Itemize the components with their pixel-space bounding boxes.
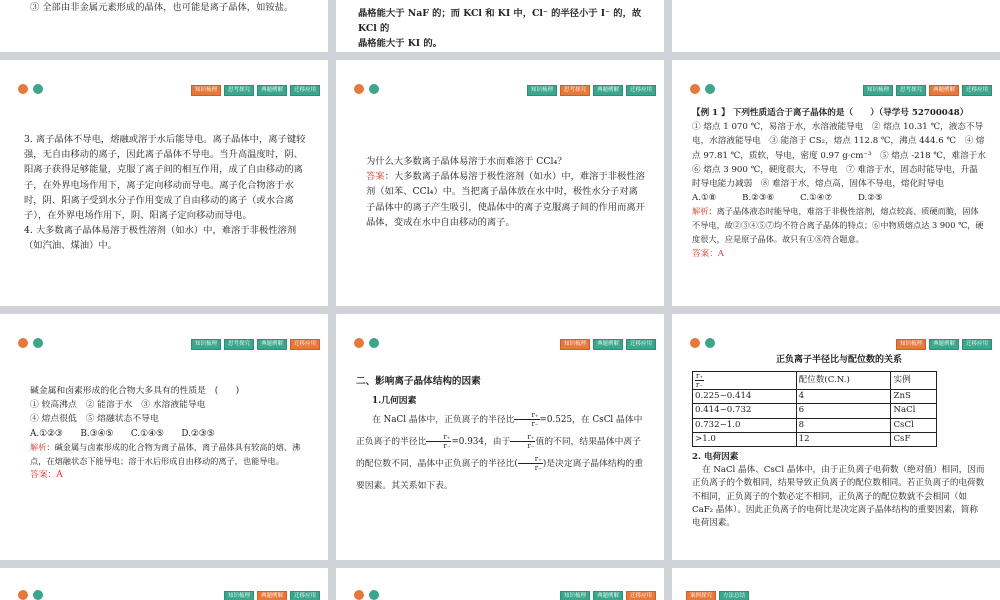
fraction-denominator: r₋: [527, 442, 535, 450]
analysis-text: ：离子晶体液态时能导电，难溶于非极性溶剂，熔点较高、质硬而脆，固体不导电，故②③④⑤⑦均不符合离子晶体的特点；⑥中物质熔点达 3 900 ℃，硬度很大，应是原子晶体。故只有①⑧符合题意。: [692, 206, 984, 245]
text-line: 晶格能大于 KI 的。: [358, 38, 442, 50]
fraction-numerator: r₊: [426, 433, 451, 442]
dot-icon: [690, 338, 700, 348]
table-cell: 0.225~0.414: [693, 390, 797, 404]
slide-dots: [690, 84, 715, 94]
slide-content: [30, 384, 310, 483]
analysis-paragraph: [692, 205, 986, 246]
analysis-text: ：碱金属与卤素形成的化合物为离子晶体，离子晶体具有较高的熔、沸点，在熔融状态下能导电；溶于水后形成自由移动的离子，也能导电。: [30, 441, 301, 466]
table-cell: 4: [796, 390, 891, 404]
tab-practice[interactable]: 迁移应用: [626, 591, 656, 600]
slide-tabs: [191, 339, 320, 350]
question-text: 为什么大多数离子晶体易溶于水而难溶于 CCl₄？: [366, 156, 567, 167]
slide-tabs: [863, 85, 992, 96]
table-row: [693, 404, 937, 418]
slide-solubility-question: [336, 60, 664, 306]
tab-practice[interactable]: 迁移应用: [626, 85, 656, 96]
question-items: ④ 熔点很低 ⑤ 熔融状态不导电: [30, 414, 159, 425]
table-cell: ZnS: [891, 390, 937, 404]
answer-paragraph: [692, 247, 986, 261]
answer-text: ：A: [47, 470, 63, 481]
answer-paragraph: [30, 468, 310, 482]
slide-ionic-conductivity: [0, 60, 328, 306]
slide-dots: [18, 590, 43, 600]
analysis-label: 解析: [30, 441, 47, 452]
table-row: [693, 390, 937, 404]
tab-examples[interactable]: 典题例解: [593, 85, 623, 96]
fraction-denominator: r₋: [531, 420, 539, 428]
tab-knowledge[interactable]: 知识梳理: [224, 591, 254, 600]
table-cell: CsCl: [891, 418, 937, 432]
answer-label: 答案: [692, 248, 710, 259]
dot-icon: [369, 590, 379, 600]
slide-tabs: [560, 591, 656, 600]
table-cell: CsF: [891, 432, 937, 446]
tab-knowledge[interactable]: 知识梳理: [560, 591, 590, 600]
text-line: 晶格能大于 NaF 的；而 KCl 和 KI 中，Cl⁻ 的半径小于 I⁻ 的，故 KCl 的: [358, 8, 642, 35]
dot-icon: [18, 84, 28, 94]
answer-text: ：A: [709, 248, 725, 259]
table-row: [693, 432, 937, 446]
text-run: 在 NaCl 晶体中，正负离子的半径比: [372, 415, 515, 425]
tab-practice[interactable]: 迁移应用: [290, 85, 320, 96]
fraction-denominator: r₋: [534, 464, 542, 472]
tab-thinking[interactable]: 思考探究: [224, 85, 254, 96]
fraction-numerator: r₊: [514, 411, 539, 420]
tab-knowledge[interactable]: 知识梳理: [896, 339, 926, 350]
table-header-cell: 实例: [891, 372, 937, 390]
dot-icon: [33, 590, 43, 600]
dot-icon: [369, 338, 379, 348]
slide-dots: [354, 338, 379, 348]
paragraph: 在 NaCl 晶体、CsCl 晶体中，由于正负离子电荷数（绝对值）相同，因而正负离子的个数相同，结果导致正负离子的配位数相同。若正负离子的电荷数不相同，正负离子的个数必定不相同，正负离子的配位数就不会相同（如 CaF₂ 晶体）。因此正负离子的电荷比是决定离子晶体结构的重要因素，简称电荷因素。: [692, 465, 985, 529]
dot-icon: [705, 338, 715, 348]
tab-practice[interactable]: 迁移应用: [962, 339, 992, 350]
slide-content: [366, 154, 646, 230]
tab-knowledge[interactable]: 知识梳理: [560, 339, 590, 350]
slide-content: [692, 106, 995, 261]
slide-text: ③ 全部由非金属元素形成的晶体，也可能是离子晶体，如铵盐。: [30, 2, 294, 13]
fraction-denominator: r₋: [696, 381, 704, 390]
text-run: 值的不同，结果晶体中离子的配位数不同，晶体中正负离子的半径比(: [356, 437, 642, 469]
table-cell: 0.414~0.732: [693, 404, 797, 418]
tab-thinking[interactable]: 思考探究: [224, 339, 254, 350]
table-header-cell: [693, 372, 797, 390]
tab-thinking[interactable]: 思考探究: [560, 85, 590, 96]
slide-tabs: [896, 339, 992, 350]
slide-top-right: [672, 0, 1000, 52]
slide-structure-factors: [336, 314, 664, 560]
paragraph: 3. 离子晶体不导电，熔融或溶于水后能导电。离子晶体中，离子键较强，无自由移动的离子，因此离子晶体不导电。当升高温度时，阴、阳离子获得足够能量，克服了离子间的相互作用，成了自由移动的离子，在外界电场作用下，离子定向移动而导电。离子化合物溶于水时，阴、阳离子受到水分子作用变成了自由移动的离子（或水合离子），在外界电场作用下，阴、阳离子定向移动而导电。: [24, 134, 306, 222]
slide-content: [692, 354, 986, 530]
slide-bottom-left: [0, 568, 328, 600]
slide-tabs: [191, 85, 320, 96]
slide-tabs: [560, 339, 656, 350]
fraction-numerator: r₊: [696, 372, 704, 381]
example-options: A.①⑧ B.②③⑥ C.①④⑦ D.②⑤: [692, 193, 883, 204]
table-header-row: [693, 372, 937, 390]
dot-icon: [705, 84, 715, 94]
analysis-paragraph: [30, 441, 310, 469]
tab-examples[interactable]: 典题例解: [593, 339, 623, 350]
slide-dots: [354, 590, 379, 600]
tab-practice[interactable]: 迁移应用: [626, 339, 656, 350]
tab-case-study[interactable]: 案例探究: [686, 591, 716, 600]
paragraph: 4. 大多数离子晶体易溶于极性溶剂（如水）中，难溶于非极性溶剂（如汽油、煤油）中。: [24, 225, 297, 252]
slide-dots: [18, 84, 43, 94]
dot-icon: [369, 84, 379, 94]
dot-icon: [33, 338, 43, 348]
tab-knowledge[interactable]: 知识梳理: [863, 85, 893, 96]
slide-text: [358, 6, 646, 52]
dot-icon: [33, 84, 43, 94]
tab-method-summary[interactable]: 方法总结: [719, 591, 749, 600]
table-cell: 8: [796, 418, 891, 432]
table-cell: 6: [796, 404, 891, 418]
dot-icon: [18, 338, 28, 348]
tab-examples[interactable]: 典题例解: [257, 339, 287, 350]
ratio-table: [692, 371, 937, 447]
question-items: ① 较高沸点 ② 能溶于水 ③ 水溶液能导电: [30, 400, 206, 411]
table-cell: NaCl: [891, 404, 937, 418]
tab-practice[interactable]: 迁移应用: [290, 591, 320, 600]
tab-examples[interactable]: 典题例解: [929, 339, 959, 350]
example-title: 【例 1 】 下列性质适合于离子晶体的是（ ）（导学号 52700048）: [692, 108, 969, 118]
slide-ratio-table: [672, 314, 1000, 560]
question-text: 碱金属和卤素形成的化合物大多具有的性质是 ( ): [30, 386, 240, 396]
table-row: [693, 418, 937, 432]
slide-content: [356, 374, 648, 497]
dot-icon: [690, 84, 700, 94]
table-cell: >1.0: [693, 432, 797, 446]
paragraph: [356, 409, 648, 497]
analysis-label: 解析: [692, 206, 709, 217]
table-cell: 0.732~1.0: [693, 418, 797, 432]
fraction-numerator: r₊: [518, 455, 543, 464]
slide-example-1: [672, 60, 1000, 306]
tab-examples[interactable]: 典题例解: [929, 85, 959, 96]
table-header-cell: 配位数(C.N.): [796, 372, 891, 390]
slide-dots: [690, 338, 715, 348]
slide-dots: [18, 338, 43, 348]
fraction-denominator: r₋: [443, 442, 451, 450]
dot-icon: [354, 338, 364, 348]
answer-label: 答案: [30, 470, 48, 481]
dot-icon: [354, 84, 364, 94]
slide-practice-question: [0, 314, 328, 560]
subsection-heading: 1.几何因素: [372, 396, 417, 406]
subsection-heading: 2. 电荷因素: [692, 452, 739, 463]
example-items: ① 熔点 1 070 ℃，易溶于水，水溶液能导电 ② 熔点 10.31 ℃，液态不导电，水溶液能导电 ③ 能溶于 CS₂，熔点 112.8 ℃，沸点 444.6 ℃ ④ 熔点 97.81 ℃，质软，导电，密度 0.97 g·cm⁻³ ⑤ 熔点 -218 ℃，难溶于水 ⑥ 熔点 3 900 ℃，硬度很大，不导电 ⑦ 难溶于水，固态时能导电，升温时导电能力减弱 ⑧ 难溶于水，熔点高，固体不导电，熔化时导电: [692, 122, 995, 190]
tab-practice[interactable]: 迁移应用: [290, 339, 320, 350]
text-run: )是决定离子晶体结构的重要因素。其关系如下表。: [356, 459, 644, 491]
slide-top-middle: [336, 0, 664, 52]
radius-ratio-fraction: [514, 411, 539, 428]
radius-ratio-fraction: [426, 433, 451, 450]
answer-paragraph: [366, 169, 646, 230]
tab-knowledge[interactable]: 知识梳理: [527, 85, 557, 96]
slide-tabs: [686, 591, 749, 600]
slide-dots: [354, 84, 379, 94]
tab-examples[interactable]: 典题例解: [593, 591, 623, 600]
answer-label: 答案: [366, 171, 385, 183]
slide-top-left: [0, 0, 328, 52]
fraction-numerator: r₊: [510, 433, 535, 442]
tab-examples[interactable]: 典题例解: [257, 591, 287, 600]
tab-thinking[interactable]: 思考探究: [896, 85, 926, 96]
table-cell: 12: [796, 432, 891, 446]
radius-ratio-fraction: [518, 455, 543, 472]
dot-icon: [18, 590, 28, 600]
tab-knowledge[interactable]: 知识梳理: [191, 339, 221, 350]
slide-bottom-middle: [336, 568, 664, 600]
text-run: =0.525，在 CsCl 晶体中正负离子的半径比: [356, 415, 643, 447]
slide-tabs: [224, 591, 320, 600]
table-title: 正负离子半径比与配位数的关系: [775, 355, 902, 365]
slide-tabs: [527, 85, 656, 96]
slide-content: [24, 132, 310, 254]
tab-practice[interactable]: 迁移应用: [962, 85, 992, 96]
question-options: A.①②③ B.③④⑤ C.①④⑤ D.②③⑤: [30, 428, 215, 439]
dot-icon: [354, 590, 364, 600]
tab-examples[interactable]: 典题例解: [257, 85, 287, 96]
text-run: =0.934，由于: [451, 437, 511, 447]
answer-text: ：大多数离子晶体易溶于极性溶剂（如水）中，难溶于非极性溶剂（如苯、CCl₄）中。当把离子晶体放在水中时，极性水分子对离子晶体中的离子产生吸引，使晶体中的离子克服离子间的作用而离开晶体，变成在水中自由移动的离子。: [366, 171, 645, 228]
radius-ratio-fraction: [510, 433, 535, 450]
tab-knowledge[interactable]: 知识梳理: [191, 85, 221, 96]
slide-bottom-right: [672, 568, 1000, 600]
section-heading: 二、影响离子晶体结构的因素: [356, 376, 481, 387]
